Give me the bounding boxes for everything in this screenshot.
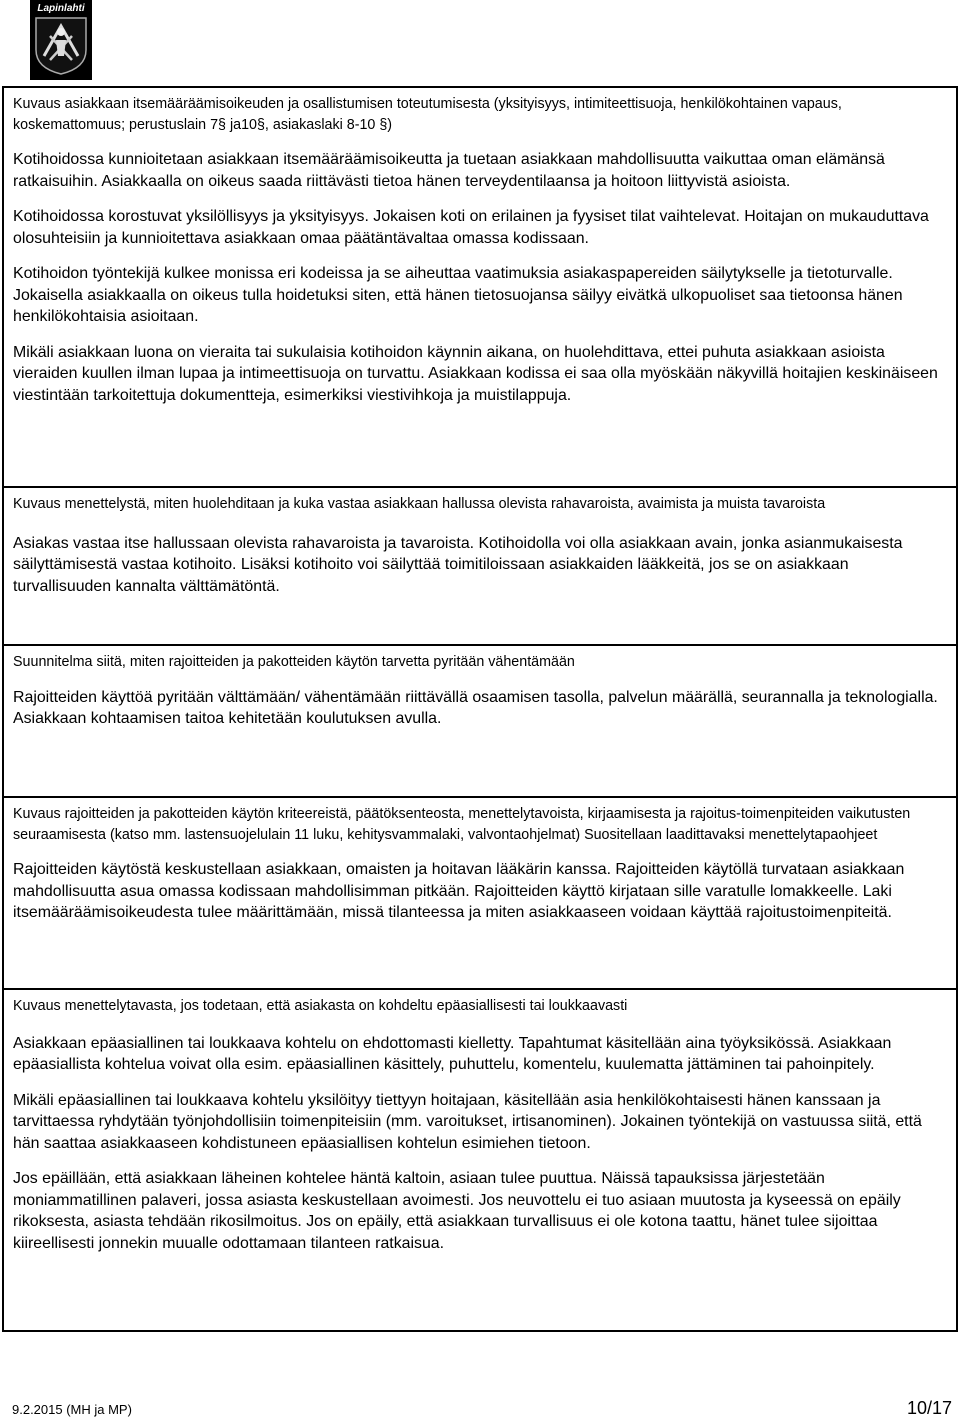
footer-date-author: 9.2.2015 (MH ja MP) (12, 1402, 132, 1417)
section-restraint-reduction (2, 644, 958, 796)
municipality-logo (30, 0, 92, 80)
page-number: 10/17 (906, 1398, 952, 1418)
section-heading: Kuvaus rajoitteiden ja pakotteiden käytön kriteereistä, päätöksenteosta, menettelytavoista, kirjaamisesta ja rajoitus-toimenpiteiden vaikutusten seuraamisesta (katso mm. lastensuojelulain 11 luku, kehitysvammalaki, valvontaohjelmat) Suositellaan laadittavaksi menettelytapaohjeet (13, 806, 911, 843)
paragraph: Rajoitteiden käyttöä pyritään välttämään/ vähentämään riittävällä osaamisen tasolla, palvelun määrällä, seurannalla ja teknologialla. Asiakkaan kohtaamisen taitoa kehitetään koulutuksen avulla. (13, 688, 938, 727)
paragraph: Kotihoidossa kunnioitetaan asiakkaan itsemääräämisoikeutta ja tuetaan asiakkaan mahdollisuutta vaikuttaa oman elämänsä ratkaisuihin. Asiakkaalla on oikeus saada riittävästi tietoa hänen terveydentilaansa ja hoitoon liittyvistä asioista. (13, 151, 885, 190)
paragraph: Kotihoidon työntekijä kulkee monissa eri kodeissa ja se aiheuttaa vaatimuksia asiakaspapereiden säilytykselle ja tietoturvalle. Jokaisella asiakkaalla on oikeus tulla hoidetuksi siten, että hänen tietosuojansa säilyy eivätkä ulkopuoliset saa tietoonsa hänen henkilökohtaisia asioitaan. (13, 265, 903, 325)
section-heading: Kuvaus menettelystä, miten huolehditaan ja kuka vastaa asiakkaan hallussa olevista rahavaroista, avaimista ja muista tavaroista (13, 496, 826, 512)
section-self-determination (2, 86, 958, 486)
paragraph: Asiakkaan epäasiallinen tai loukkaava kohtelu on ehdottomasti kielletty. Tapahtumat käsitellään aina työyksikössä. Asiakkaan epäasiallista kohtelua voivat olla esim. epäasiallinen käsittely, puhuttelu, komentelu, kuulematta jättäminen tai pahoinpitely. (13, 1034, 892, 1073)
paragraph: Asiakas vastaa itse hallussaan olevista rahavaroista ja tavaroista. Kotihoidolla voi olla asiakkaan avain, jonka asianmukaisesta säilyttämisestä vastaa kotihoito. Lisäksi kotihoito voi säilyttää toimitiloissaan asiakkaiden lääkkeitä, jos se on asiakkaan turvallisuuden kannalta välttämätöntä. (13, 534, 903, 595)
paragraph: Jos epäillään, että asiakkaan läheinen kohtelee häntä kaltoin, asiaan tulee puuttua. Näissä tapauksissa järjestetään moniammatillinen palaveri, jossa asiasta keskustellaan avoimesti. Jos neuvottelu ei tuo asiaan muutosta ja kyseessä on epäily rikoksesta, asiasta tehdään rikosilmoitus. Jos on epäily, että asiakkaan turvallisuus ei ole kotona taattu, hänet tulee sijoittaa kiireellisesti jonnekin muualle odottamaan tilanteen ratkaisua. (13, 1170, 901, 1252)
section-inappropriate-treatment (2, 988, 958, 1332)
section-money-keys (2, 486, 958, 644)
paragraph: Mikäli asiakkaan luona on vieraita tai sukulaisia kotihoidon käynnin aikana, on huolehdittava, ettei puhuta asiakkaan asioista vieraiden kuullen ilman lupaa ja intimeettisuoja on turvattu. Asiakkaan kodissa ei saa olla myöskään näkyvillä hoitajien keskinäiseen viestintään tarkoitettuja dokumentteja, esimerkiksi viestivihkoja ja muistilappuja. (13, 343, 938, 404)
logo-name: Lapinlahti (37, 3, 85, 14)
coat-of-arms-icon (34, 16, 88, 76)
section-heading: Kuvaus menettelytavasta, jos todetaan, että asiakasta on kohdeltu epäasiallisesti tai loukkaavasti (13, 998, 628, 1014)
paragraph: Rajoitteiden käytöstä keskustellaan asiakkaan, omaisten ja hoitavan lääkärin kanssa. Rajoitteiden käytöllä turvataan asiakkaan mahdollisuutta asua omassa kodissaan mahdollisimman pitkään. Rajoitteiden käyttö kirjataan sille varatulle lomakkeelle. Laki itsemääräämisoikeudesta tulee määrittämään, missä tilanteessa ja miten asiakkaaseen voidaan käyttää rajoitustoimenpiteitä. (13, 861, 905, 921)
section-restraint-criteria (2, 796, 958, 988)
paragraph: Mikäli epäasiallinen tai loukkaava kohtelu yksilöityy tiettyyn hoitajaan, käsitellään asia henkilökohtaisesti hänen kanssaan ja tarvittaessa ryhdytään työnjohdollisiin toimenpiteisiin (mm. varoitukset, irtisanominen). Jokainen työntekijä on vastuussa siitä, että hän saattaa asiakkaaseen kohdistuneen epäasiallisen kohtelun esimiehen tietoon. (13, 1091, 922, 1152)
section-heading: Kuvaus asiakkaan itsemääräämisoikeuden ja osallistumisen toteutumisesta (yksityisyys, intimiteettisuoja, henkilökohtainen vapaus, koskemattomuus; perustuslain 7§ ja10§, asiakaslaki 8-10 §) (13, 96, 842, 133)
paragraph: Kotihoidossa korostuvat yksilöllisyys ja yksityisyys. Jokaisen koti on erilainen ja fyysiset tilat vaihtelevat. Hoitajan on mukauduttava olosuhteisiin ja kunnioitettava asiakkaan omaa päätäntävaltaa omassa kodissaan. (13, 208, 929, 247)
section-heading: Suunnitelma siitä, miten rajoitteiden ja pakotteiden käytön tarvetta pyritään vähentämään (13, 654, 575, 670)
